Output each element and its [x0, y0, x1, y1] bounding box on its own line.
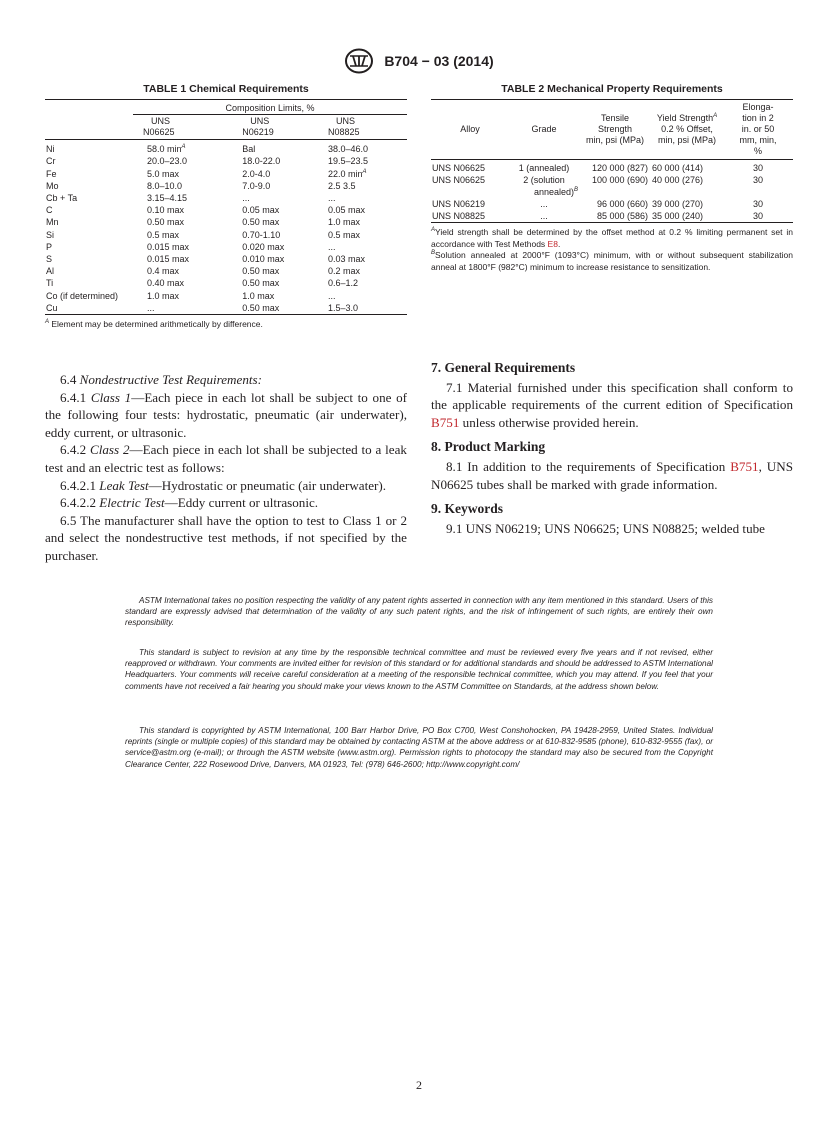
section-9-1: 9.1 UNS N06219; UNS N06625; UNS N08825; welded tube: [446, 520, 765, 536]
astm-logo-icon: [344, 48, 374, 74]
table-row: [431, 160, 793, 175]
yield-cell: 40 000 (276): [652, 175, 704, 185]
page-number: 2: [416, 1078, 422, 1092]
composition-value: Bal: [242, 144, 256, 155]
section-7-1: 7.1 Material furnished under this specification shall conform to the applicable requirements of the current edition of Specification B751 unless otherwise provided herein.: [431, 379, 793, 430]
table-row: [431, 198, 793, 210]
section-8-1: 8.1 In addition to the requirements of Specification B751, UNS N06625 tubes shall be marked with grade information.: [431, 458, 793, 492]
composition-value: 0.015 max: [147, 254, 190, 265]
composition-value: 22.0 $\min^A$: [327, 168, 367, 179]
element-name: Co (if determined): [46, 290, 119, 301]
tensile-cell: 120 000 (827): [591, 163, 648, 173]
yield-cell: 60 000 (414): [652, 163, 704, 173]
element-name: Al: [46, 266, 55, 277]
elongation-cell: 30: [752, 199, 763, 209]
composition-value: 3.15–4.15: [147, 193, 188, 204]
composition-value: 0.50 max: [242, 302, 280, 313]
composition-value: 2.0-4.0: [242, 168, 271, 179]
table-row: [431, 210, 793, 223]
element-name: Ni: [46, 144, 55, 155]
table-row: [45, 180, 407, 192]
yield-cell: 39 000 (270): [652, 199, 704, 209]
alloy-cell: UNS N08825: [432, 211, 486, 221]
composition-value: 8.0–10.0: [147, 180, 183, 191]
left-text-column: [45, 371, 407, 565]
section-6-4-2-2: 6.4.2.2 Electric Test—Eddy current or ultrasonic.: [60, 495, 319, 511]
element-name: Ti: [46, 278, 54, 289]
tensile-cell: 96 000 (660): [596, 199, 648, 209]
section-6-4-2-1: 6.4.2.1 Leak Test—Hydrostatic or pneumatic (air underwater).: [60, 477, 387, 493]
table-row: [45, 265, 407, 277]
element-name: Si: [46, 229, 55, 240]
heading-product-marking: 8. Product Marking: [431, 439, 546, 455]
element-name: Mo: [46, 180, 59, 191]
composition-value: 2.5 3.5: [327, 180, 356, 191]
table-caption: TABLE 1 Chemical Requirements: [143, 83, 309, 95]
elongation-cell: 30: [752, 175, 763, 185]
composition-value: 58.0 $\min^A$: [147, 144, 186, 155]
composition-value: 0.5 max: [327, 229, 360, 240]
table-row: [45, 302, 407, 315]
table-row: [45, 253, 407, 265]
section-6-4: 6.4 Nondestructive Test Requirements:: [60, 372, 262, 387]
copyright-notice: This standard is copyrighted by ASTM International, 100 Barr Harbor Drive, PO Box C700, West Conshohocken, PA 19428-2959, United States. Individual reprints (single or multiple copies) of this standard may be obtained by contacting ASTM at the above address or at 610-832-9585 (phone), 610-832-9555 (fax), or service@astm.org (e-mail); or through the ASTM website (www.astm.org). Permission rights to photocopy the standard may also be secured from the Copyright Clearance Center, 222 Rosewood Drive, Danvers, MA 01923, Tel: (978) 646-2600; http://www.copyright.com/: [125, 726, 713, 769]
column-header: UNS N08825: [325, 115, 407, 140]
table-row: [45, 192, 407, 204]
table-row: [45, 168, 407, 180]
alloy-cell: UNS N06219: [432, 199, 486, 209]
alloy-cell: UNS N06625: [432, 175, 486, 185]
table-footnote-a: $^A$Yield strength shall be determined by the offset method at 0.2 % limiting permanent set in accordance with Test Methods E8.: [431, 227, 793, 249]
element-name: P: [46, 241, 53, 252]
tensile-cell: 85 000 (586): [596, 211, 648, 221]
tensile-cell: 100 000 (690): [591, 175, 648, 185]
composition-value: ...: [327, 241, 336, 252]
composition-value: 0.50 max: [147, 217, 185, 228]
column-header: UNS N06219: [239, 115, 325, 140]
composition-value: 1.0 max: [242, 290, 275, 301]
composition-value: 0.05 max: [242, 205, 280, 216]
elongation-cell: 30: [752, 211, 763, 221]
elongation-cell: 30: [752, 163, 763, 173]
column-header: Yield Strength$^A$ 0.2 % Offset, min, psi (MPa): [651, 100, 723, 160]
composition-value: 0.50 max: [242, 217, 280, 228]
composition-value: 0.2 max: [327, 266, 360, 277]
element-name: C: [46, 205, 53, 216]
heading-general-requirements: 7. General Requirements: [431, 360, 576, 375]
composition-value: 18.0-22.0: [242, 156, 281, 167]
table-caption: TABLE 2 Mechanical Property Requirements: [501, 83, 723, 95]
reference-link-b751[interactable]: B751: [730, 458, 759, 474]
column-header: Tensile Strength min, psi (MPa): [579, 100, 651, 160]
right-text-column: [431, 359, 793, 537]
composition-value: 20.0–23.0: [147, 156, 188, 167]
composition-value: 19.5–23.5: [327, 156, 368, 167]
composition-value: 0.010 max: [242, 254, 285, 265]
element-name: Cu: [46, 302, 58, 313]
heading-keywords: 9. Keywords: [431, 501, 503, 517]
composition-value: 0.4 max: [147, 266, 180, 277]
section-6-4-1: 6.4.1 Class 1—Each piece in each lot shall be subject to one of the following four tests: hydrostatic, pneumatic (air underwater), eddy current, or ultrasonic.: [45, 389, 408, 440]
section-6-4-2: 6.4.2 Class 2—Each piece in each lot shall be subjected to a leak test and an electric test as follows:: [45, 442, 407, 475]
alloy-cell: UNS N06625: [432, 163, 486, 173]
composition-value: 1.0 max: [327, 217, 360, 228]
element-name: Mn: [46, 217, 59, 228]
revision-notice: This standard is subject to revision at any time by the responsible technical committee and must be reviewed every five years and if not revised, either reapproved or withdrawn. Your comments are invited either for revision of this standard or for additional standards and should be addressed to ASTM International Headquarters. Your comments will receive careful consideration at a meeting of the responsible technical committee, which you may attend. If you feel that your comments have not received a fair hearing you should make your views known to the ASTM Committee on Standards, at the address shown below.: [125, 648, 713, 691]
composition-value: 1.5–3.0: [327, 302, 358, 313]
reference-link-b751[interactable]: B751: [431, 414, 460, 430]
grade-cell: ...: [540, 211, 548, 221]
composition-value: 0.05 max: [327, 205, 365, 216]
composition-value: 5.0 max: [147, 168, 180, 179]
element-name: S: [46, 254, 53, 265]
element-name: Fe: [46, 168, 57, 179]
table-row: [431, 174, 793, 198]
composition-value: ...: [242, 193, 250, 204]
table-row: [45, 140, 407, 156]
table-row: [45, 277, 407, 289]
composition-value: ...: [147, 302, 155, 313]
composition-value: ...: [327, 193, 336, 204]
column-header: Elonga- tion in 2 in. or 50 mm, min, %: [723, 100, 793, 160]
composition-value: 38.0–46.0: [327, 144, 368, 155]
grade-cell: 2 (solution annealed)$^B$: [523, 175, 578, 197]
section-6-5: 6.5 The manufacturer shall have the option to test to Class 1 or 2 and select the nondestructive test methods, if not specified by the purchaser.: [45, 512, 407, 563]
table-row: [45, 229, 407, 241]
table-mechanical-property-requirements: [431, 83, 793, 273]
reference-link-e8[interactable]: E8: [547, 238, 558, 249]
table-row: [45, 204, 407, 216]
table-chemical-requirements: [45, 83, 407, 330]
patent-notice: ASTM International takes no position respecting the validity of any patent rights asserted in connection with any item mentioned in this standard. Users of this standard are expressly advised that determination of the validity of any such patent rights, and the risk of infringement of such rights, are entirely their own responsibility.: [125, 596, 713, 628]
composition-value: 7.0-9.0: [242, 180, 271, 191]
composition-value: 0.03 max: [327, 254, 365, 265]
composition-value: 0.40 max: [147, 278, 185, 289]
column-header: UNS N06625: [133, 115, 239, 140]
composition-value: 0.015 max: [147, 241, 190, 252]
grade-cell: 1 (annealed): [518, 163, 570, 173]
table-row: [45, 241, 407, 253]
composition-value: 0.70-1.10: [242, 229, 281, 240]
document-designation: B704 − 03 (2014): [384, 53, 494, 69]
mechanical-table: [431, 99, 793, 223]
composition-value: 0.6–1.2: [327, 278, 358, 289]
page-header: [0, 48, 838, 74]
composition-value: 0.020 max: [242, 241, 285, 252]
composition-value: 0.10 max: [147, 205, 185, 216]
table-row: [45, 290, 407, 302]
table-row: [45, 155, 407, 167]
composition-value: 1.0 max: [147, 290, 180, 301]
table-footnote: $^A$ Element may be determined arithmetically by difference.: [45, 319, 263, 330]
table-row: [45, 216, 407, 228]
column-header: Grade: [509, 100, 579, 160]
table-footnote-b: $^B$Solution annealed at 2000°F (1093°C) minimum, with or without subsequent stabilization anneal at 1800°F (982°C) minimum to increase resistance to sensitization.: [431, 250, 793, 272]
composition-value: ...: [327, 290, 336, 301]
composition-value: 0.5 max: [147, 229, 180, 240]
grade-cell: ...: [540, 199, 548, 209]
composition-value: 0.50 max: [242, 266, 280, 277]
table-group-header: Composition Limits, %: [133, 100, 407, 115]
yield-cell: 35 000 (240): [652, 211, 704, 221]
element-name: Cb + Ta: [46, 193, 78, 204]
chemical-table: [45, 99, 407, 315]
composition-value: 0.50 max: [242, 278, 280, 289]
column-header: Alloy: [431, 100, 509, 160]
element-name: Cr: [46, 156, 56, 167]
